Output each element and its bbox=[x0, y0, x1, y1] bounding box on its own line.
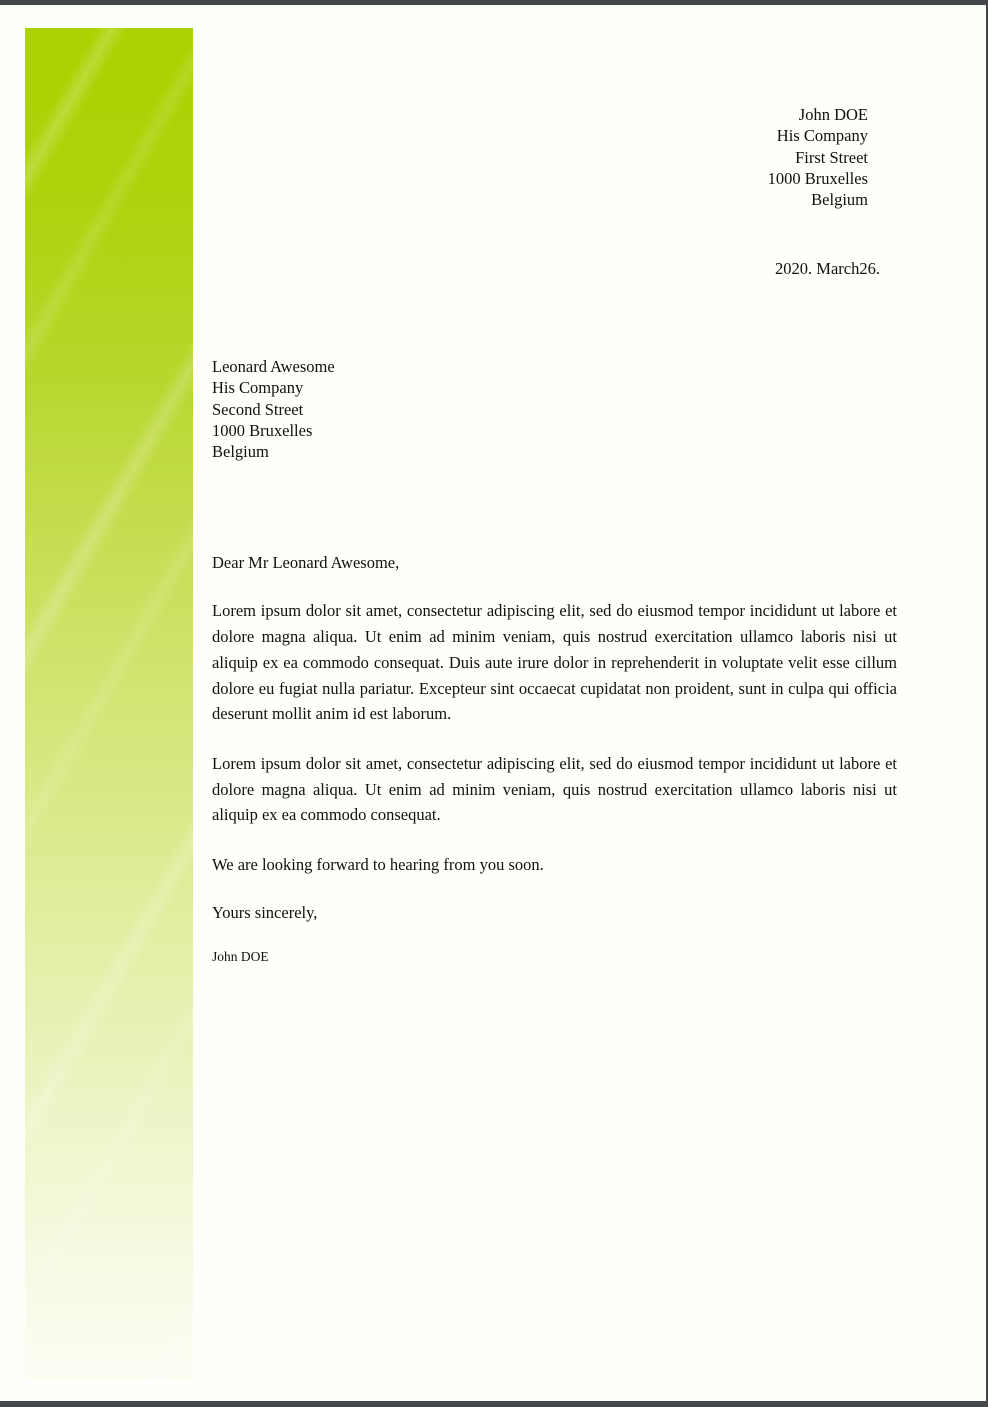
recipient-country: Belgium bbox=[212, 442, 269, 462]
recipient-address-block bbox=[212, 356, 335, 462]
sender-city: 1000 Bruxelles bbox=[767, 168, 868, 188]
body-paragraph: Lorem ipsum dolor sit amet, consectetur adipiscing elit, sed do eiusmod tempor incididunt ut labore et dolore magna aliqua. Ut enim ad minim veniam, quis nostrud exercitation ullamco laboris nisi ut aliquip ex ea commodo consequat. bbox=[212, 753, 897, 825]
sender-company: His Company bbox=[776, 126, 868, 146]
recipient-city: 1000 Bruxelles bbox=[212, 420, 313, 440]
recipient-name: Leonard Awesome bbox=[212, 357, 335, 376]
recipient-street: Second Street bbox=[212, 399, 304, 419]
letter-date: 2020. March26. bbox=[775, 259, 880, 278]
valediction: Yours sincerely, bbox=[212, 902, 318, 922]
sender-country: Belgium bbox=[811, 190, 868, 210]
closing-line: We are looking forward to hearing from you soon. bbox=[212, 854, 544, 874]
body-paragraph: Lorem ipsum dolor sit amet, consectetur adipiscing elit, sed do eiusmod tempor incididunt ut labore et dolore magna aliqua. Ut enim ad minim veniam, quis nostrud exercitation ullamco laboris nisi ut aliquip ex ea commodo consequat. Duis aute irure dolor in reprehenderit in voluptate velit esse cillum dolore eu fugiat nulla pariatur. Excepteur sint occaecat cupidatat non proident, sunt in culpa qui officia deserunt mollit anim id est laborum. bbox=[212, 601, 897, 724]
window-top-edge bbox=[0, 0, 988, 5]
sender-address-block bbox=[768, 104, 868, 210]
salutation: Dear Mr Leonard Awesome, bbox=[212, 553, 400, 572]
recipient-company: His Company bbox=[212, 378, 304, 398]
sender-name: John DOE bbox=[798, 105, 868, 124]
sender-street: First Street bbox=[795, 147, 868, 167]
window-bottom-edge bbox=[0, 1401, 988, 1407]
green-gradient-sidebar bbox=[25, 28, 193, 1380]
letter-body bbox=[212, 550, 897, 989]
signature-name: John DOE bbox=[212, 949, 269, 965]
